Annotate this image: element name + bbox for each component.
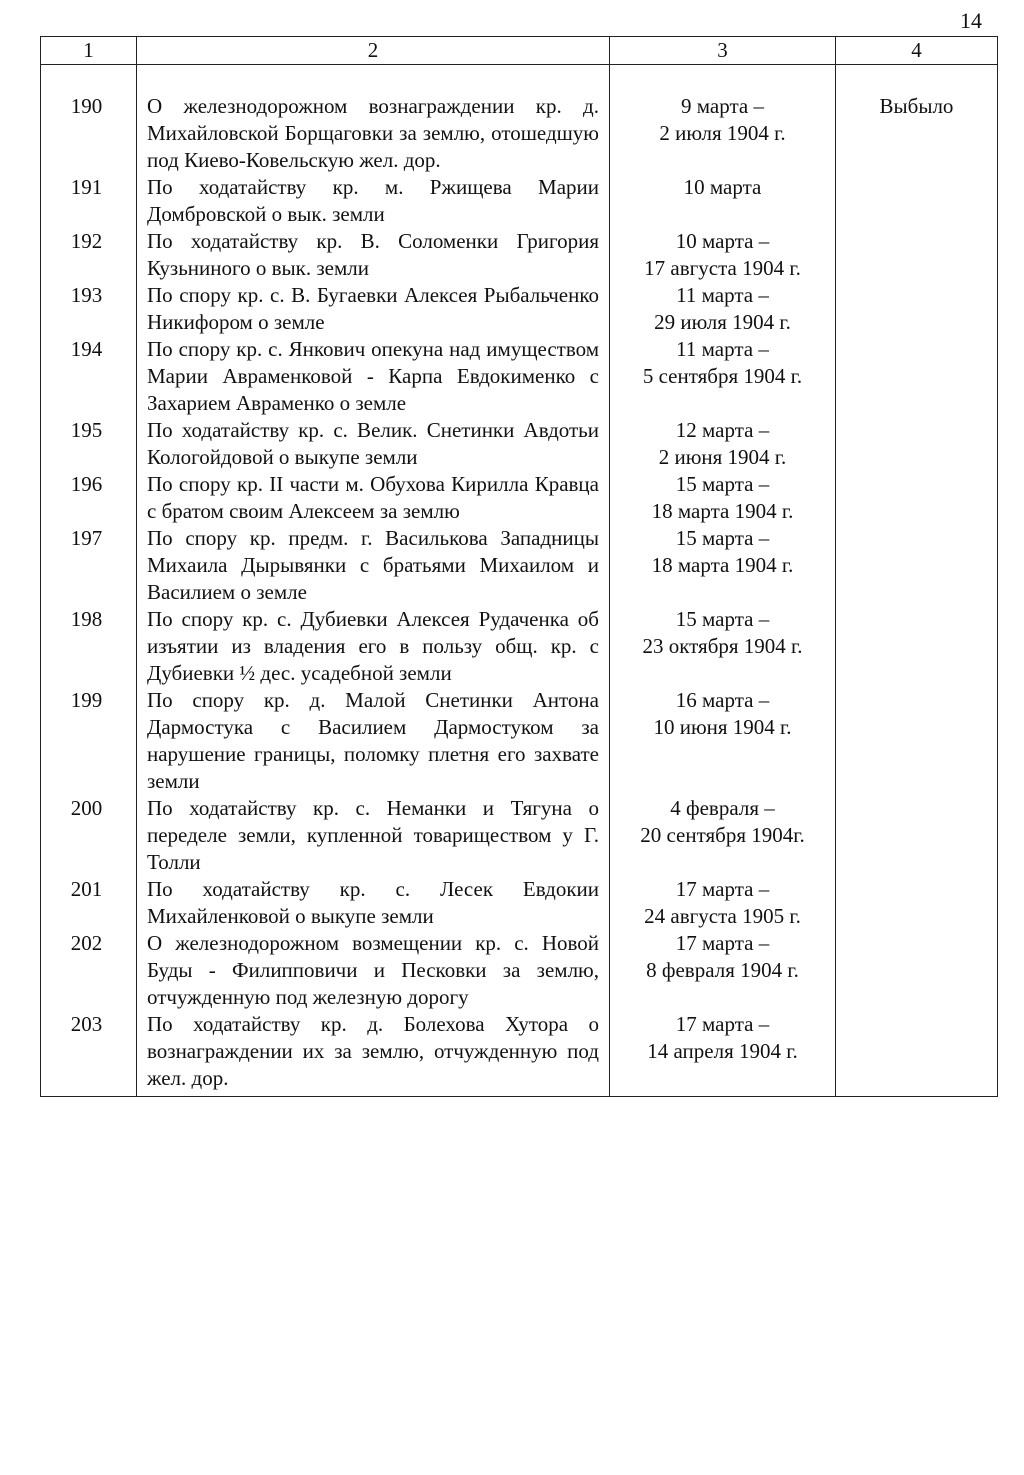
case-dates: 11 марта – 5 сентября 1904 г.	[610, 336, 836, 417]
case-number: 197	[41, 525, 137, 606]
case-dates: 10 марта – 17 августа 1904 г.	[610, 228, 836, 282]
table-row	[41, 282, 998, 336]
column-number-2: 2	[137, 37, 610, 65]
table-row	[41, 336, 998, 417]
case-note	[836, 417, 998, 471]
case-note	[836, 795, 998, 876]
case-note	[836, 876, 998, 930]
table-row	[41, 876, 998, 930]
page-number: 14	[960, 8, 982, 33]
case-title: По спору кр. д. Малой Снетинки Антона Дармостука с Василием Дармостуком за нарушение границы, поломку плетня его захвате земли	[137, 687, 610, 795]
case-dates: 17 марта – 14 апреля 1904 г.	[610, 1011, 836, 1097]
column-number-4: 4	[836, 37, 998, 65]
column-number-1: 1	[41, 37, 137, 65]
case-number: 191	[41, 174, 137, 228]
table-row	[41, 174, 998, 228]
table-row	[41, 1011, 998, 1097]
table-row	[41, 795, 998, 876]
case-number: 195	[41, 417, 137, 471]
case-note	[836, 228, 998, 282]
table-row	[41, 525, 998, 606]
case-title: По ходатайству кр. с. Велик. Снетинки Авдотьи Кологойдовой о выкупе земли	[137, 417, 610, 471]
register-table	[40, 36, 998, 1097]
case-dates: 4 февраля – 20 сентября 1904г.	[610, 795, 836, 876]
case-number: 200	[41, 795, 137, 876]
case-note	[836, 525, 998, 606]
case-number: 190	[41, 65, 137, 175]
table-row	[41, 606, 998, 687]
case-title: По ходатайству кр. В. Соломенки Григория Кузьниного о вык. земли	[137, 228, 610, 282]
case-dates: 15 марта – 18 марта 1904 г.	[610, 525, 836, 606]
case-dates: 15 марта – 18 марта 1904 г.	[610, 471, 836, 525]
case-title: По ходатайству кр. д. Болехова Хутора о вознаграждении их за землю, отчужденную под жел. дор.	[137, 1011, 610, 1097]
case-number: 193	[41, 282, 137, 336]
case-title: По спору кр. с. Янкович опекуна над имуществом Марии Авраменковой - Карпа Евдокименко с Захарием Авраменко о земле	[137, 336, 610, 417]
case-title: По ходатайству кр. с. Лесек Евдокии Михайленковой о выкупе земли	[137, 876, 610, 930]
case-title: По спору кр. с. Дубиевки Алексея Рудаченка об изъятии из владения его в пользу общ. кр. с Дубиевки ½ дес. усадебной земли	[137, 606, 610, 687]
case-number: 199	[41, 687, 137, 795]
case-dates: 12 марта – 2 июня 1904 г.	[610, 417, 836, 471]
table-row	[41, 417, 998, 471]
case-note	[836, 930, 998, 1011]
case-number: 196	[41, 471, 137, 525]
case-note	[836, 336, 998, 417]
case-dates: 9 марта – 2 июля 1904 г.	[610, 65, 836, 175]
case-number: 192	[41, 228, 137, 282]
case-dates: 15 марта – 23 октября 1904 г.	[610, 606, 836, 687]
case-title: По спору кр. с. В. Бугаевки Алексея Рыбальченко Никифором о земле	[137, 282, 610, 336]
case-title: О железнодорожном возмещении кр. с. Новой Буды - Филипповичи и Песковки за землю, отчужденную под железную дорогу	[137, 930, 610, 1011]
case-title: По ходатайству кр. м. Ржищева Марии Домбровской о вык. земли	[137, 174, 610, 228]
table-row	[41, 471, 998, 525]
case-title: По спору кр. предм. г. Василькова Западницы Михаила Дырывянки с братьями Михаилом и Василием о земле	[137, 525, 610, 606]
case-note: Выбыло	[836, 65, 998, 175]
case-number: 203	[41, 1011, 137, 1097]
case-dates: 11 марта – 29 июля 1904 г.	[610, 282, 836, 336]
column-number-row	[41, 37, 998, 65]
case-note	[836, 174, 998, 228]
table-row	[41, 228, 998, 282]
table-row	[41, 930, 998, 1011]
case-title: О железнодорожном вознаграждении кр. д. Михайловской Борщаговки за землю, отошедшую под Киево-Ковельскую жел. дор.	[137, 65, 610, 175]
case-dates: 16 марта – 10 июня 1904 г.	[610, 687, 836, 795]
case-number: 194	[41, 336, 137, 417]
case-number: 198	[41, 606, 137, 687]
case-note	[836, 282, 998, 336]
case-dates: 17 марта – 8 февраля 1904 г.	[610, 930, 836, 1011]
case-number: 202	[41, 930, 137, 1011]
column-number-3: 3	[610, 37, 836, 65]
case-note	[836, 1011, 998, 1097]
case-dates: 17 марта – 24 августа 1905 г.	[610, 876, 836, 930]
case-note	[836, 471, 998, 525]
case-number: 201	[41, 876, 137, 930]
case-title: По ходатайству кр. с. Неманки и Тягуна о переделе земли, купленной товариществом у Г. Толли	[137, 795, 610, 876]
case-dates: 10 марта	[610, 174, 836, 228]
case-note	[836, 687, 998, 795]
case-title: По спору кр. II части м. Обухова Кирилла Кравца с братом своим Алексеем за землю	[137, 471, 610, 525]
table-row	[41, 687, 998, 795]
table-row	[41, 65, 998, 175]
case-note	[836, 606, 998, 687]
